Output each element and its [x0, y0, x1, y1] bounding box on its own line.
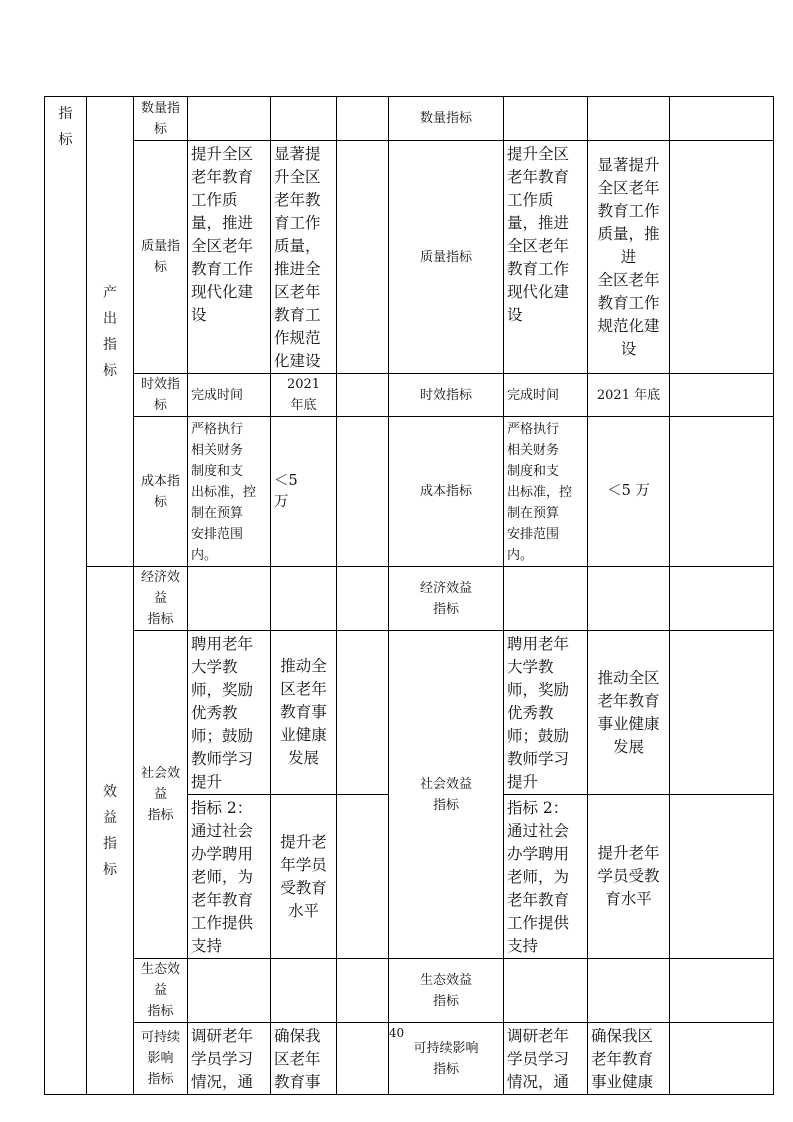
cost-label: 成本指 标 — [134, 417, 188, 567]
sustain-right-actual: 确保我区 老年教育 事业健康 — [588, 1023, 670, 1095]
indicator-column-label — [45, 97, 87, 1095]
social-blank-2 — [337, 795, 389, 959]
social-right-actual-1: 推动全区 老年教育 事业健康 发展 — [588, 631, 670, 795]
quality-target: 提升全区 老年教育 工作质 量，推进 全区老年 教育工作 现代化建 设 — [188, 141, 271, 374]
cost-target: 严格执行 相关财务 制度和支 出标准，控 制在预算 安排范围 内。 — [188, 417, 271, 567]
quality-right-actual: 显著提升 全区老年 教育工作 质量，推进 全区老年 教育工作 规范化建 设 — [588, 141, 670, 374]
quantity-right-label: 数量指标 — [389, 97, 504, 141]
timeliness-label: 时效指 标 — [134, 374, 188, 417]
quantity-label: 数量指 标 — [134, 97, 188, 141]
quality-blank — [337, 141, 389, 374]
social-actual-2: 提升老 年学员 受教育 水平 — [271, 795, 337, 959]
ecology-right-actual — [588, 959, 670, 1023]
sustain-actual: 确保我 区老年 教育事 — [271, 1023, 337, 1095]
table-row — [45, 374, 774, 417]
sustain-right-target: 调研老年 学员学习 情况，通 — [504, 1023, 588, 1095]
ecology-right-target — [504, 959, 588, 1023]
quality-right-blank — [670, 141, 774, 374]
performance-indicator-table — [44, 96, 774, 1095]
table-row — [45, 141, 774, 374]
cost-right-actual: ＜5 万 — [588, 417, 670, 567]
social-target-2: 指标 2： 通过社会 办学聘用 老师，为 老年教育 工作提供 支持 — [188, 795, 271, 959]
social-blank-1 — [337, 631, 389, 795]
ecology-right-label: 生态效益 指标 — [389, 959, 504, 1023]
table-row — [45, 97, 774, 141]
ecology-blank — [337, 959, 389, 1023]
social-right-blank-2 — [670, 795, 774, 959]
cost-actual: ＜5 万 — [271, 417, 337, 567]
economic-label: 经济效 益 指标 — [134, 567, 188, 631]
timeliness-blank — [337, 374, 389, 417]
timeliness-right-target: 完成时间 — [504, 374, 588, 417]
social-right-actual-2: 提升老年 学员受教 育水平 — [588, 795, 670, 959]
indicator-label: 指 标 — [58, 106, 73, 148]
economic-right-blank — [670, 567, 774, 631]
table-row — [45, 417, 774, 567]
ecology-target — [188, 959, 271, 1023]
table-row — [45, 567, 774, 631]
quantity-target — [188, 97, 271, 141]
timeliness-right-blank — [670, 374, 774, 417]
quantity-right-blank — [670, 97, 774, 141]
output-group-cell — [87, 97, 134, 567]
timeliness-actual: 2021 年底 — [271, 374, 337, 417]
economic-blank — [337, 567, 389, 631]
ecology-right-blank — [670, 959, 774, 1023]
economic-right-actual — [588, 567, 670, 631]
economic-right-target — [504, 567, 588, 631]
ecology-actual — [271, 959, 337, 1023]
social-label: 社会效 益 指标 — [134, 631, 188, 959]
quality-label: 质量指 标 — [134, 141, 188, 374]
timeliness-right-actual: 2021 年底 — [588, 374, 670, 417]
page-number: 40 — [388, 1026, 405, 1040]
social-target-1: 聘用老年 大学教 师，奖励 优秀教 师；鼓励 教师学习 提升 — [188, 631, 271, 795]
social-right-label: 社会效益 指标 — [389, 631, 504, 959]
output-group-label: 产 出 指 标 — [103, 284, 117, 379]
cost-blank — [337, 417, 389, 567]
social-right-target-1: 聘用老年 大学教 师，奖励 优秀教 师；鼓励 教师学习 提升 — [504, 631, 588, 795]
quantity-right-target — [504, 97, 588, 141]
timeliness-target: 完成时间 — [188, 374, 271, 417]
quality-right-target: 提升全区 老年教育 工作质 量，推进 全区老年 教育工作 现代化建 设 — [504, 141, 588, 374]
quality-actual: 显著提 升全区 老年教 育工作 质量， 推进全 区老年 教育工 作规范 化建设 — [271, 141, 337, 374]
table-row — [45, 959, 774, 1023]
sustain-target: 调研老年 学员学习 情况，通 — [188, 1023, 271, 1095]
effect-group-label: 效 益 指 标 — [103, 783, 117, 878]
cost-right-target: 严格执行 相关财务 制度和支 出标准，控 制在预算 安排范围 内。 — [504, 417, 588, 567]
economic-actual — [271, 567, 337, 631]
quantity-blank — [337, 97, 389, 141]
sustain-right-label: 可持续影响 指标 — [389, 1023, 504, 1095]
ecology-label: 生态效 益 指标 — [134, 959, 188, 1023]
effect-group-cell — [87, 567, 134, 1095]
social-right-target-2: 指标 2： 通过社会 办学聘用 老师，为 老年教育 工作提供 支持 — [504, 795, 588, 959]
table-row — [45, 631, 774, 795]
social-right-blank-1 — [670, 631, 774, 795]
social-actual-1: 推动全 区老年 教育事 业健康 发展 — [271, 631, 337, 795]
economic-right-label: 经济效益 指标 — [389, 567, 504, 631]
cost-right-label: 成本指标 — [389, 417, 504, 567]
sustain-label: 可持续 影响 指标 — [134, 1023, 188, 1095]
quality-right-label: 质量指标 — [389, 141, 504, 374]
cost-right-blank — [670, 417, 774, 567]
quantity-right-actual — [588, 97, 670, 141]
timeliness-right-label: 时效指标 — [389, 374, 504, 417]
quantity-actual — [271, 97, 337, 141]
economic-target — [188, 567, 271, 631]
